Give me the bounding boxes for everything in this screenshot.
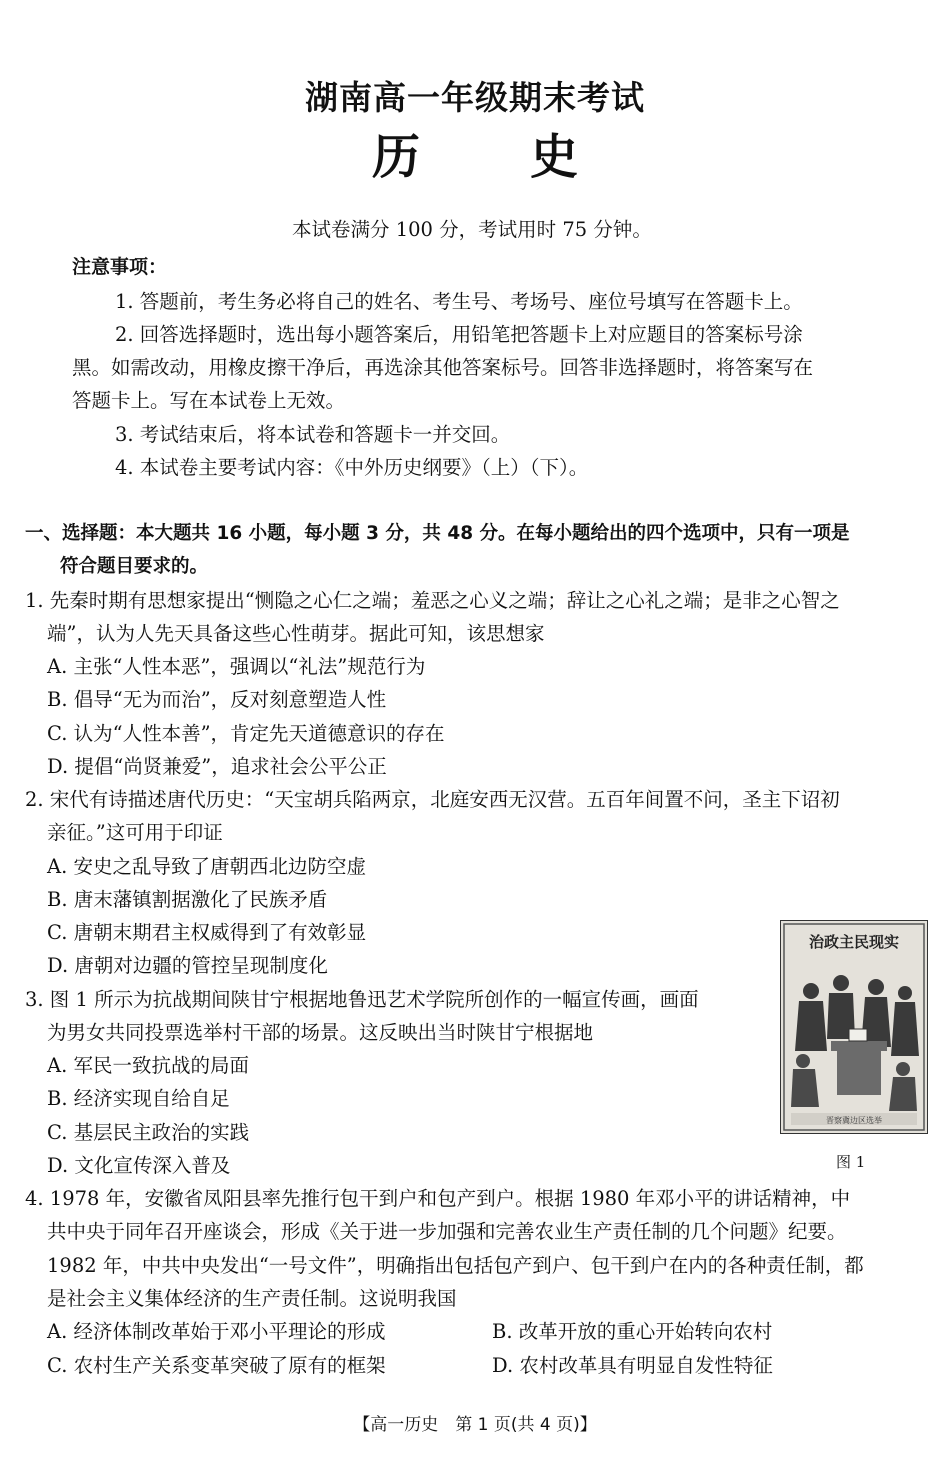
page-footer: 【高一历史 第 1 页(共 4 页)】 bbox=[353, 1415, 597, 1435]
exam-intro: 本试卷满分 100 分，考试用时 75 分钟。 bbox=[292, 218, 652, 241]
notes-line: 2. 回答选择题时，选出每小题答案后，用铅笔把答题卡上对应题目的答案标号涂 bbox=[115, 323, 803, 346]
question-option: A. 安史之乱导致了唐朝西北边防空虚 bbox=[47, 855, 366, 878]
question-option: B. 经济实现自给自足 bbox=[47, 1087, 230, 1110]
question-stem: 1982 年，中共中央发出“一号文件”，明确指出包括包产到户、包干到户在内的各种责任制，都 bbox=[47, 1254, 864, 1277]
poster-banner: 治政主民现实 bbox=[808, 933, 900, 951]
question-option: B. 倡导“无为而治”，反对刻意塑造人性 bbox=[47, 688, 387, 711]
question-option: A. 军民一致抗战的局面 bbox=[47, 1054, 249, 1077]
question-option: C. 农村生产关系变革突破了原有的框架 bbox=[47, 1354, 386, 1377]
question-stem: 3. 图 1 所示为抗战期间陕甘宁根据地鲁迅艺术学院所创作的一幅宣传画，画面 bbox=[25, 988, 699, 1011]
question-stem: 亲征。”这可用于印证 bbox=[47, 821, 223, 844]
question-option: C. 认为“人性本善”，肯定先天道德意识的存在 bbox=[47, 722, 445, 745]
subject-title bbox=[0, 118, 950, 187]
figure-1-propaganda-poster bbox=[780, 920, 928, 1134]
poster-illustration bbox=[781, 921, 927, 1133]
question-option: D. 提倡“尚贤兼爱”，追求社会公平公正 bbox=[47, 755, 387, 778]
section-heading: 一、选择题：本大题共 16 小题，每小题 3 分，共 48 分。在每小题给出的四个选项中，只有一项是 bbox=[25, 523, 850, 544]
question-stem: 是社会主义集体经济的生产责任制。这说明我国 bbox=[47, 1287, 457, 1310]
subject-char-2: 史 bbox=[530, 129, 579, 185]
question-option: D. 农村改革具有明显自发性特征 bbox=[492, 1354, 773, 1377]
question-option: C. 唐朝末期君主权威得到了有效彰显 bbox=[47, 921, 367, 944]
question-option: A. 主张“人性本恶”，强调以“礼法”规范行为 bbox=[47, 655, 426, 678]
notes-line: 1. 答题前，考生务必将自己的姓名、考生号、考场号、座位号填写在答题卡上。 bbox=[115, 290, 803, 313]
notes-line: 答题卡上。写在本试卷上无效。 bbox=[72, 389, 346, 412]
figure-caption: 图 1 bbox=[836, 1153, 866, 1171]
question-option: D. 文化宣传深入普及 bbox=[47, 1154, 231, 1177]
question-stem: 1. 先秦时期有思想家提出“恻隐之心仁之端；羞恶之心义之端；辞让之心礼之端；是非之心智之 bbox=[25, 589, 840, 612]
notes-line: 黑。如需改动，用橡皮擦干净后，再选涂其他答案标号。回答非选择题时，将答案写在 bbox=[72, 356, 814, 379]
question-option: C. 基层民主政治的实践 bbox=[47, 1121, 250, 1144]
section-heading: 符合题目要求的。 bbox=[60, 556, 209, 577]
question-option: B. 唐末藩镇割据激化了民族矛盾 bbox=[47, 888, 328, 911]
question-option: A. 经济体制改革始于邓小平理论的形成 bbox=[47, 1320, 386, 1343]
notes-line: 4. 本试卷主要考试内容：《中外历史纲要》（上）（下）。 bbox=[115, 456, 589, 479]
notes-line: 3. 考试结束后，将本试卷和答题卡一并交回。 bbox=[115, 423, 511, 446]
exam-title: 湖南高一年级期末考试 bbox=[305, 78, 645, 117]
notes-heading: 注意事项： bbox=[72, 256, 168, 278]
question-option: D. 唐朝对边疆的管控呈现制度化 bbox=[47, 954, 328, 977]
question-option: B. 改革开放的重心开始转向农村 bbox=[492, 1320, 773, 1343]
question-stem: 为男女共同投票选举村干部的场景。这反映出当时陕甘宁根据地 bbox=[47, 1021, 594, 1044]
subject-char-1: 历 bbox=[371, 129, 420, 185]
question-stem: 端”，认为人先天具备这些心性萌芽。据此可知，该思想家 bbox=[47, 622, 545, 645]
question-stem: 4. 1978 年，安徽省凤阳县率先推行包干到户和包产到户。根据 1980 年邓小平的讲话精神，中 bbox=[25, 1187, 851, 1210]
question-stem: 2. 宋代有诗描述唐代历史：“天宝胡兵陷两京，北庭安西无汉营。五百年间置不问，圣主下诏初 bbox=[25, 788, 840, 811]
poster-bottom-text: 晋察冀边区选举 bbox=[826, 1116, 882, 1125]
question-stem: 共中央于同年召开座谈会，形成《关于进一步加强和完善农业生产责任制的几个问题》纪要。 bbox=[47, 1220, 847, 1243]
